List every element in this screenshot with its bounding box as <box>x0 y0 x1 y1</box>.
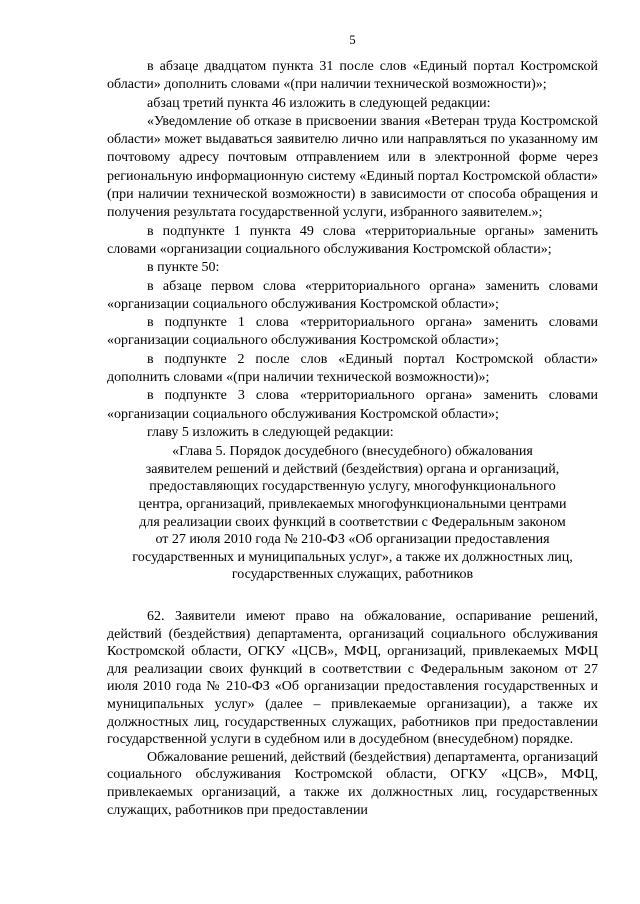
paragraph-4: в подпункте 1 пункта 49 слова «территориальные органы» заменить словами «организации социального обслуживания Костромской области»; <box>107 223 598 257</box>
paragraph-appeal: Обжалование решений, действий (бездействия) департамента, организаций социального обслуживания Костромской области, ОГКУ «ЦСВ», МФЦ, привлекаемых организаций, а также их должностных лиц, государственных служащих, работников при предоставлении <box>107 749 598 818</box>
chapter-heading-line: от 27 июля 2010 года № 210-ФЗ «Об организации предоставления <box>155 532 550 548</box>
chapter-heading-line: предоставляющих государственную услугу, многофункционального <box>149 479 556 495</box>
chapter-heading-line: для реализации своих функций в соответствии с Федеральным законом <box>139 514 566 530</box>
paragraph-8: в подпункте 2 после слов «Единый портал Костромской области» дополнить словами «(при наличии технической возможности)»; <box>107 351 598 386</box>
paragraph-2: абзац третий пункта 46 изложить в следующей редакции: <box>147 95 491 111</box>
section-gap <box>107 584 598 608</box>
paragraph-5: в пункте 50: <box>147 260 220 276</box>
paragraph-3: «Уведомление об отказе в присвоении звания «Ветеран труда Костромской области» может выдаваться заявителю лично или направляться по указанному им почтовому адресу почтовым отправлением или в электронной форме через региональную информационную систему «Единый портал Костромской области» (при наличии технической возможности) в зависимости от способа обращения и получения результата государственной услуги, избранного заявителем.»; <box>107 113 598 221</box>
paragraph-7: в подпункте 1 слова «территориального органа» заменить словами «организации социального обслуживания Костромской области»; <box>107 315 598 349</box>
chapter-heading-line: заявителем решений и действий (бездействия) органа и организаций, <box>145 461 560 477</box>
paragraph-9: в подпункте 3 слова «территориального органа» заменить словами «организации социального обслуживания Костромской области»; <box>107 388 598 422</box>
paragraph-1: в абзаце двадцатом пункта 31 после слов «Единый портал Костромской области» дополнить словами «(при наличии технической возможности)»; <box>107 59 598 93</box>
chapter-heading <box>107 443 598 584</box>
chapter-heading-line: центра, организаций, привлекаемых многофункциональными центрами <box>138 497 567 513</box>
chapter-heading-line: государственных и муниципальных услуг», а также их должностных лиц, <box>132 549 573 565</box>
paragraph-6: в абзаце первом слова «территориального органа» заменить словами «организации социального обслуживания Костромской области»; <box>107 278 598 312</box>
chapter-heading-line: «Глава 5. Порядок досудебного (внесудебного) обжалования <box>172 444 533 460</box>
paragraph-10: главу 5 изложить в следующей редакции: <box>147 424 394 440</box>
paragraph-62: 62. Заявители имеют право на обжалование, оспаривание решений, действий (бездействия) департамента, организаций социального обслуживания Костромской области, ОГКУ «ЦСВ», МФЦ, организаций, привлекаемых МФЦ для реализации своих функций в соответствии с Федеральным законом от 27 июля 2010 года № 210-ФЗ «Об организации предоставления государственных и муниципальных услуг» (далее – привлекаемые организации), а также их должностных лиц, государственных служащих, работников при предоставлении государственной услуги в судебном или в досудебном (внесудебном) порядке. <box>107 608 598 748</box>
chapter-heading-line: государственных служащих, работников <box>231 567 474 583</box>
page-number: 5 <box>349 33 356 47</box>
